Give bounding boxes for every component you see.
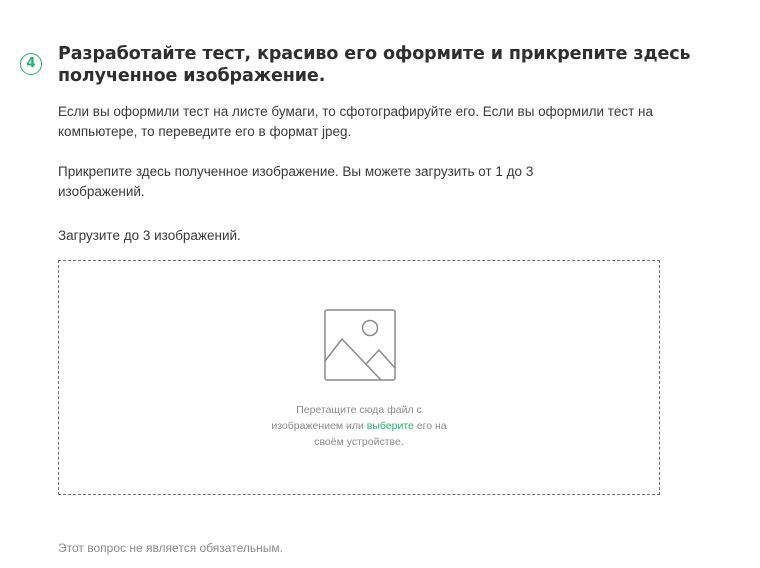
image-placeholder-icon [324,309,396,381]
image-dropzone[interactable] [58,260,660,495]
optional-note: Этот вопрос не является обязательным. [58,541,283,555]
question-title: Разработайте тест, красиво его оформите и прикрепите здесь полученное изображение. [58,44,691,86]
instruction-paragraph-2: Прикрепите здесь полученное изображение. Вы можете загрузить от 1 до 3 изображений. [58,164,534,199]
dropzone-instructions [259,402,459,450]
upload-hint: Загрузите до 3 изображений. [58,228,241,243]
dropzone-text-after: его на своём устройстве. [314,420,447,448]
instruction-paragraph-1: Если вы оформили тест на листе бумаги, то сфотографируйте его. Если вы оформили тест на компьютере, то переведите его в формат jpeg. [58,104,653,139]
choose-file-link[interactable]: выберите [366,420,414,432]
dropzone-text-before: Перетащите сюда файл с изображением или [271,404,422,432]
question-number-badge: 4 [20,53,42,75]
